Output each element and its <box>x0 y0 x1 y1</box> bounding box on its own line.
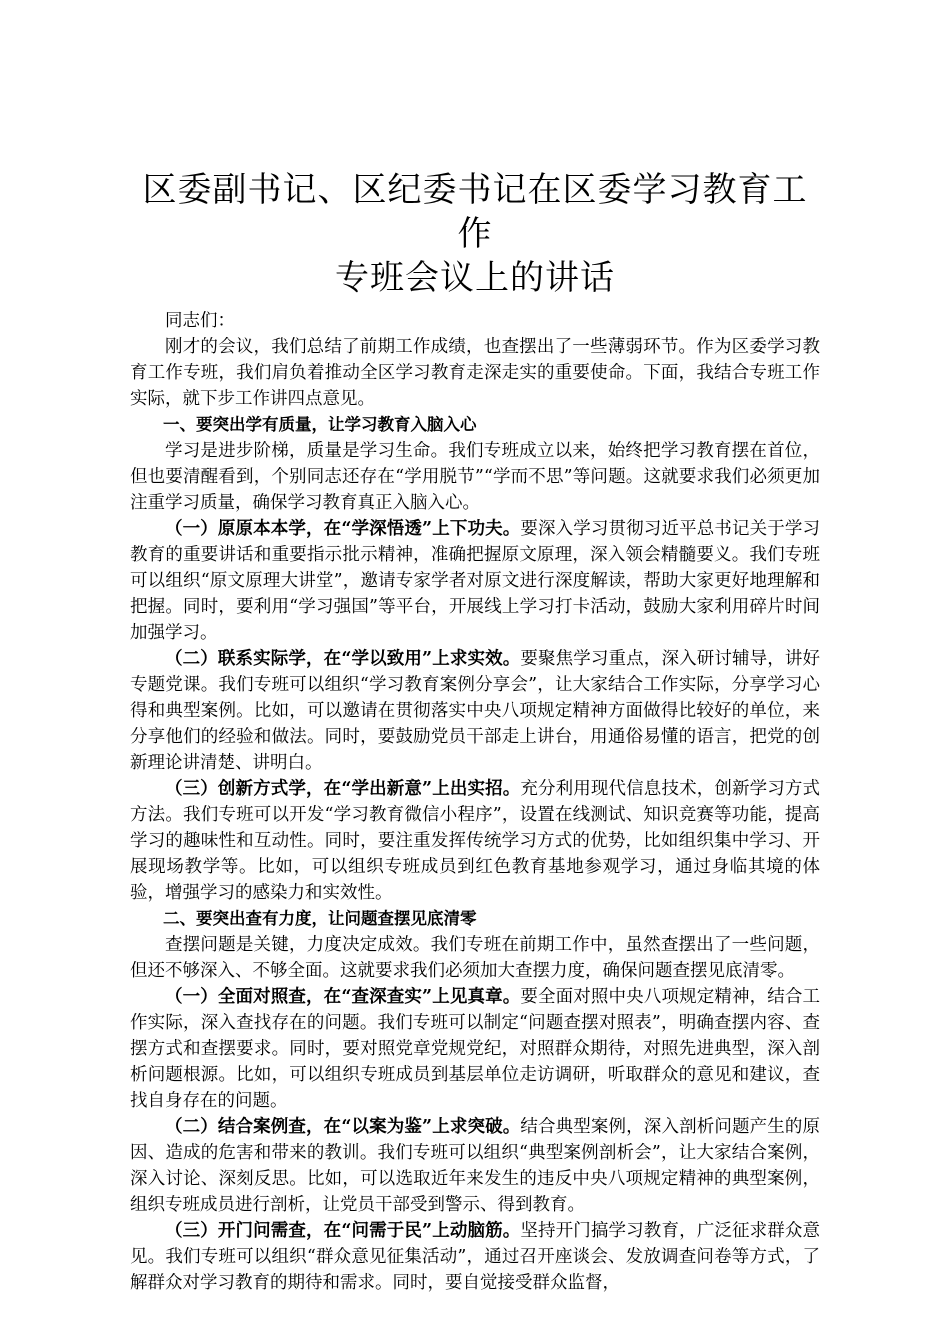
item-text: 要深入学习贯彻习近平总书记关于学习教育的重要讲话和重要指示批示精神，准确把握原文原理，深入领会精髓要义。我们专班可以组织“原文原理大讲堂”，邀请专家学者对原文进行深度解读，帮助大家更好地理解和把握。同时，要利用“学习强国”等平台，开展线上学习打卡活动，鼓励大家利用碎片时间加强学习。 <box>130 519 820 643</box>
section-heading: 一、要突出学有质量，让学习教育入脑入心 <box>163 415 477 434</box>
section-heading: 二、要突出查有力度，让问题查摆见底清零 <box>163 909 477 928</box>
item-text: 要全面对照中央八项规定精神，结合工作实际，深入查找存在的问题。我们专班可以制定“问题查摆对照表”，明确查摆内容、查摆方式和查摆要求。同时，要对照党章党规党纪，对照群众期待，对照先进典型，深入剖析问题根源。比如，可以组织专班成员到基层单位走访调研，听取群众的意见和建议，查找自身存在的问题。 <box>130 987 820 1111</box>
item-text: 要聚焦学习重点，深入研讨辅导，讲好专题党课。我们专班可以组织“学习教育案例分享会”，让大家结合工作实际，分享学习心得和典型案例。比如，可以邀请在贯彻落实中央八项规定精神方面做得比较好的单位，来分享他们的经验和做法。同时，要鼓励党员干部走上讲台，用通俗易懂的语言，把党的创新理论讲清楚、讲明白。 <box>130 649 820 773</box>
section-intro: 学习是进步阶梯，质量是学习生命。我们专班成立以来，始终把学习教育摆在首位，但也要清醒看到，个别同志还存在“学用脱节”“学而不思”等问题。这就要求我们必须更加注重学习质量，确保学习教育真正入脑入心。 <box>130 441 820 513</box>
section-2 <box>130 906 820 1296</box>
title-line-1: 区委副书记、区纪委书记在区委学习教育工作 <box>142 170 808 254</box>
salutation: 同志们： <box>165 311 235 331</box>
section-item <box>130 984 820 1114</box>
item-text: 坚持开门搞学习教育，广泛征求群众意见。我们专班可以组织“群众意见征集活动”，通过召开座谈会、发放调查问卷等方式，了解群众对学习教育的期待和需求。同时，要自觉接受群众监督， <box>130 1221 820 1293</box>
section-item <box>130 776 820 906</box>
intro-paragraph: 刚才的会议，我们总结了前期工作成绩，也查摆出了一些薄弱环节。作为区委学习教育工作专班，我们肩负着推动全区学习教育走深走实的重要使命。下面，我结合专班工作实际，就下步工作讲四点意见。 <box>130 337 820 409</box>
item-lead: （二）结合案例查，在“以案为鉴”上求突破。 <box>165 1117 521 1137</box>
item-lead: （一）原原本本学，在“学深悟透”上下功夫。 <box>165 519 521 539</box>
item-lead: （二）联系实际学，在“学以致用”上求实效。 <box>165 649 521 669</box>
item-lead: （三）开门问需查，在“问需于民”上动脑筋。 <box>165 1221 521 1241</box>
section-intro: 查摆问题是关键，力度决定成效。我们专班在前期工作中，虽然查摆出了一些问题，但还不够深入、不够全面。这就要求我们必须加大查摆力度，确保问题查摆见底清零。 <box>130 935 820 981</box>
section-item <box>130 1218 820 1296</box>
title-line-2: 专班会议上的讲话 <box>335 258 615 298</box>
item-text: 结合典型案例，深入剖析问题产生的原因、造成的危害和带来的教训。我们专班可以组织“典型案例剖析会”，让大家结合案例，深入讨论、深刻反思。比如，可以选取近年来发生的违反中央八项规定精神的典型案例，组织专班成员进行剖析，让党员干部受到警示、得到教育。 <box>130 1117 820 1215</box>
document-title <box>130 168 820 300</box>
section-item <box>130 1114 820 1218</box>
item-lead: （一）全面对照查，在“查深查实”上见真章。 <box>165 987 521 1007</box>
item-text: 充分利用现代信息技术，创新学习方式方法。我们专班可以开发“学习教育微信小程序”，设置在线测试、知识竞赛等功能，提高学习的趣味性和互动性。同时，要注重发挥传统学习方式的优势，比如组织集中学习、开展现场教学等。比如，可以组织专班成员到红色教育基地参观学习，通过身临其境的体验，增强学习的感染力和实效性。 <box>130 779 820 903</box>
item-lead: （三）创新方式学，在“学出新意”上出实招。 <box>165 779 521 799</box>
document-page <box>130 168 820 1296</box>
section-1 <box>130 412 820 906</box>
document-body <box>130 308 820 1296</box>
section-item <box>130 516 820 646</box>
section-item <box>130 646 820 776</box>
